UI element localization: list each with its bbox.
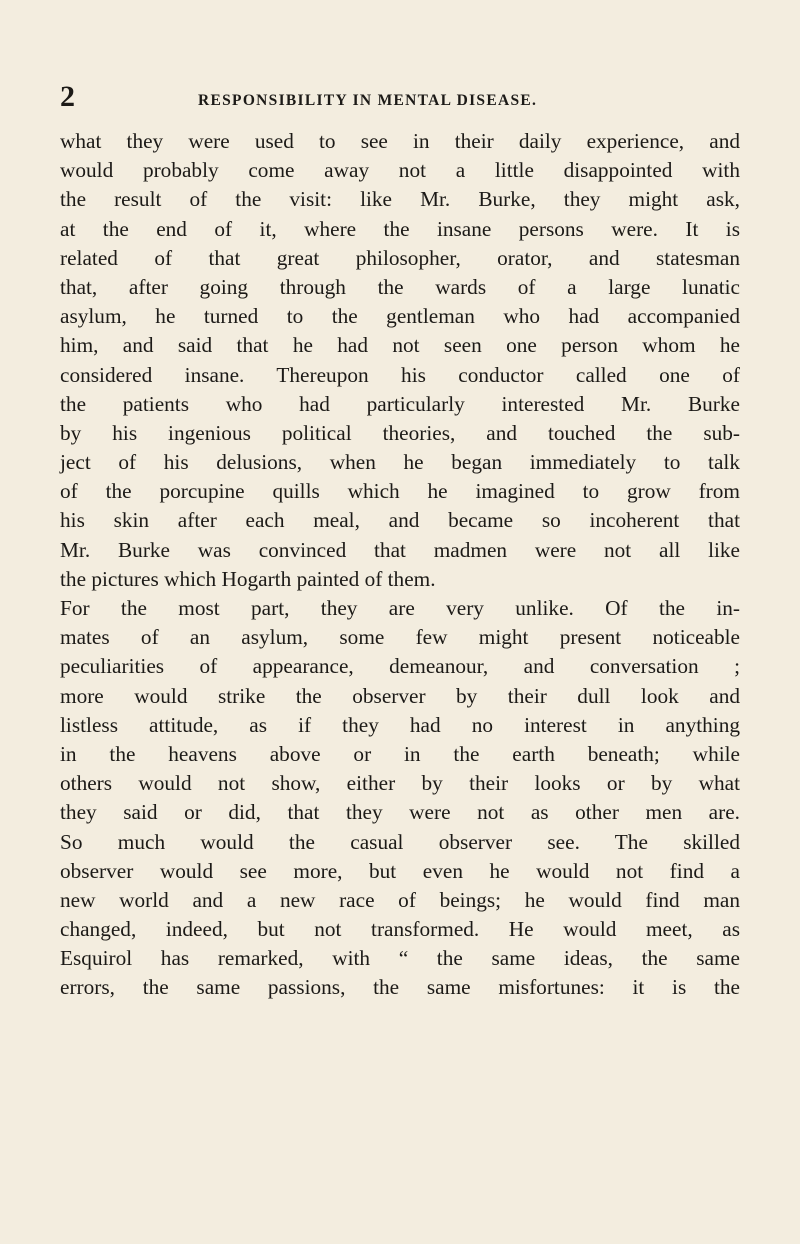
text-line: that, after going through the wards of a large lunatic [60,274,740,299]
text-line: they said or did, that they were not as other men are. [60,800,740,825]
text-line: the result of the visit: like Mr. Burke, they might ask, [60,187,740,212]
text-line: new world and a new race of beings; he would find man [60,887,740,912]
page-number: 2 [60,80,75,113]
text-line: more would strike the observer by their dull look and [60,683,740,708]
text-line: peculiarities of appearance, demeanour, and conversation ; [60,654,740,679]
text-line: asylum, he turned to the gentleman who had accompanied [60,304,740,329]
text-line: related of that great philosopher, orator, and statesman [60,245,740,270]
text-line: of the porcupine quills which he imagined to grow from [60,479,740,504]
text-line: Mr. Burke was convinced that madmen were not all like [60,537,740,562]
text-line: mates of an asylum, some few might present noticeable [60,625,740,650]
text-line: ject of his delusions, when he began immediately to talk [60,450,740,475]
running-head-title: RESPONSIBILITY IN MENTAL DISEASE. [198,92,538,109]
text-line: observer would see more, but even he would not find a [60,858,740,883]
text-line: changed, indeed, but not transformed. He would meet, as [60,917,740,942]
body-text [60,127,740,1003]
text-line: considered insane. Thereupon his conductor called one of [60,362,740,387]
text-line: errors, the same passions, the same misfortunes: it is the [60,975,740,1000]
text-line: what they were used to see in their daily experience, and [60,129,740,153]
text-line: at the end of it, where the insane persons were. It is [60,216,740,241]
text-line: his skin after each meal, and became so incoherent that [60,508,740,533]
text-line: Esquirol has remarked, with “ the same ideas, the same [60,946,740,971]
text-line-paragraph-end: the pictures which Hogarth painted of them. [60,566,436,591]
text-line: him, and said that he had not seen one person whom he [60,333,740,358]
text-line: others would not show, either by their looks or by what [60,771,740,796]
running-head [60,82,740,112]
text-line: listless attitude, as if they had no interest in anything [60,712,740,737]
text-line: would probably come away not a little disappointed with [60,158,740,183]
text-line: by his ingenious political theories, and touched the sub- [60,420,740,445]
text-line: the patients who had particularly interested Mr. Burke [60,391,740,416]
text-line: So much would the casual observer see. The skilled [60,829,740,854]
text-line: in the heavens above or in the earth beneath; while [60,741,740,766]
text-line-paragraph-start: For the most part, they are very unlike. Of the in- [60,596,740,620]
